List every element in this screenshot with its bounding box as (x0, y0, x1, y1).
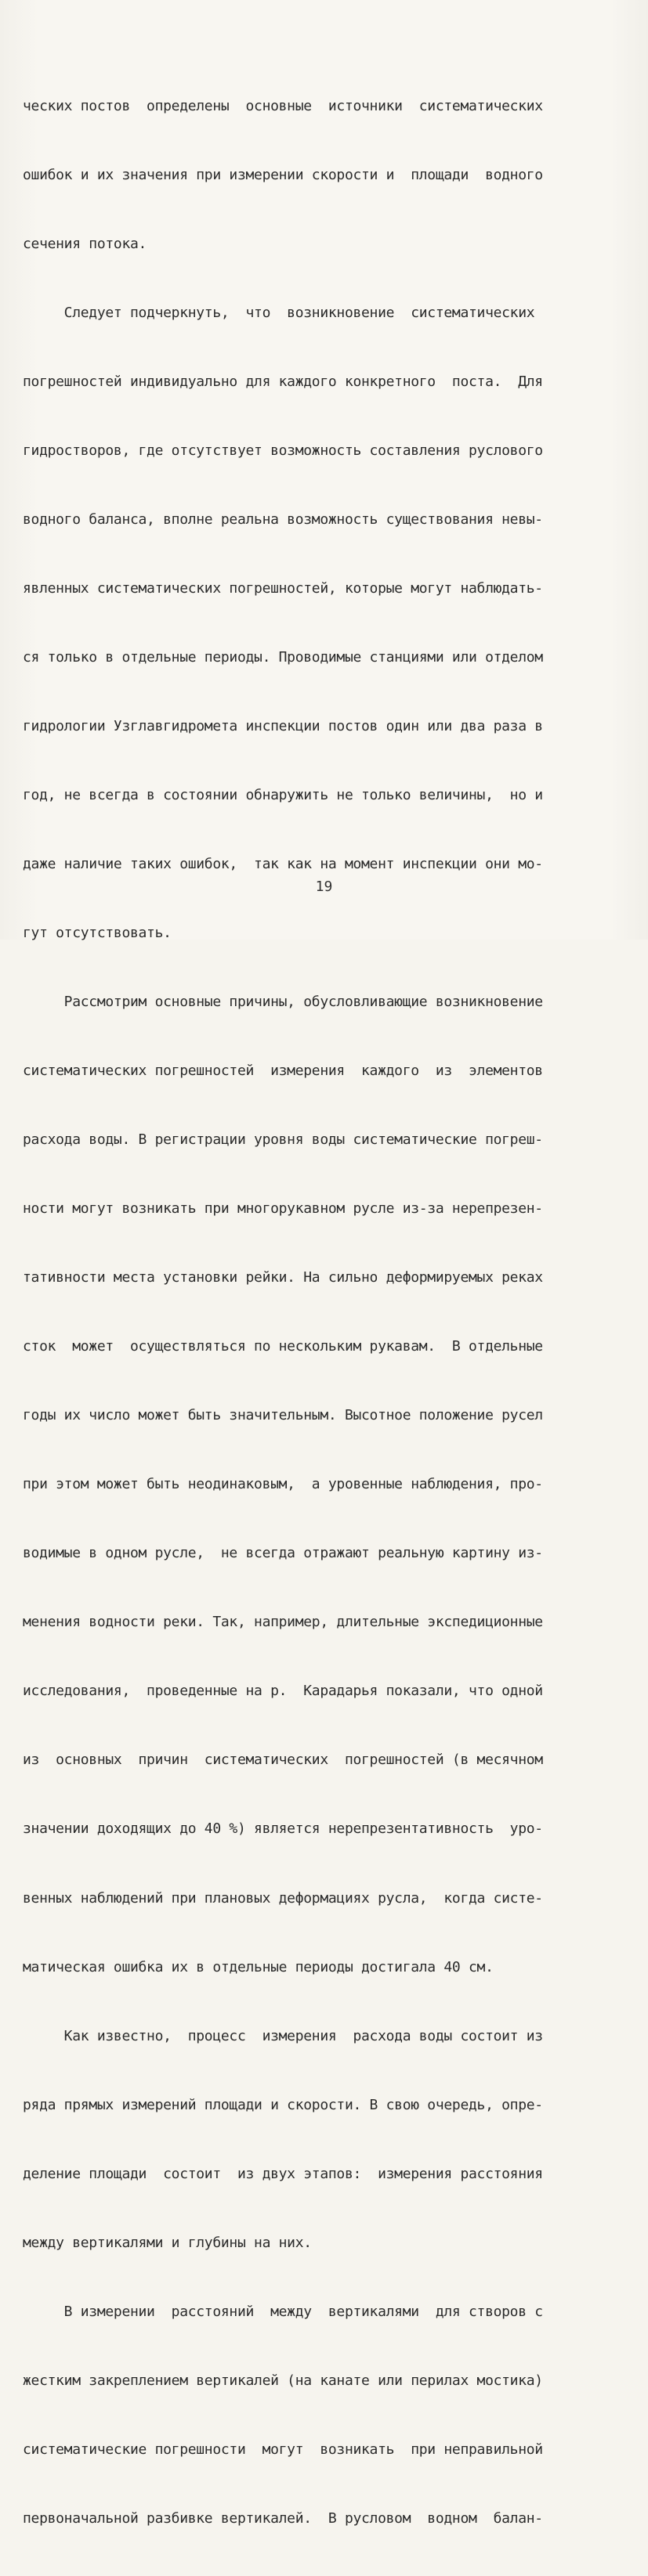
text-line: водимые в одном русле, не всегда отражают реальную картину из- (23, 1545, 543, 1562)
text-line: ности могут возникать при многорукавном русле из-за нерепрезен- (23, 1200, 543, 1218)
text-line: гидростворов, где отсутствует возможность составления руслового (23, 442, 543, 459)
text-line: исследования, проведенные на р. Карадарья показали, что одной (23, 1683, 543, 1700)
text-line: из основных причин систематических погрешностей (в месячном (23, 1752, 543, 1769)
text-line: сток может осуществляться по нескольким рукавам. В отдельные (23, 1338, 543, 1355)
text-line: гидрологии Узглавгидромета инспекции постов один или два раза в (23, 717, 543, 734)
body-text (23, 49, 626, 2576)
text-line: Как известно, процесс измерения расхода воды состоит из (23, 2027, 543, 2044)
text-line: матическая ошибка их в отдельные периоды достигала 40 см. (23, 1958, 494, 1975)
text-line: жестким закреплением вертикалей (на канате или перилах мостика) (23, 2372, 543, 2389)
text-line: венных наблюдений при плановых деформациях русла, когда систе- (23, 1889, 543, 1907)
text-line: Рассмотрим основные причины, обусловливающие возникновение (23, 994, 543, 1011)
text-line: ческих постов определены основные источники систематических (23, 97, 543, 114)
page-number: 19 (315, 879, 333, 895)
text-line: явленных систематических погрешностей, которые могут наблюдать- (23, 579, 543, 597)
text-line: при этом может быть неодинаковым, а уровенные наблюдения, про- (23, 1476, 543, 1493)
text-line: В измерении расстояний между вертикалями для створов с (23, 2303, 543, 2320)
text-line: погрешностей индивидуально для каждого конкретного поста. Для (23, 373, 543, 390)
text-line: гут отсутствовать. (23, 925, 172, 942)
text-line: систематические погрешности могут возникать при неправильной (23, 2441, 543, 2458)
text-line: значении доходящих до 40 %) является нерепрезентативность уро- (23, 1820, 543, 1838)
text-line: ся только в отдельные периоды. Проводимые станциями или отделом (23, 648, 543, 666)
text-line: год, не всегда в состоянии обнаружить не только величины, но и (23, 787, 543, 803)
text-line: водного баланса, вполне реальна возможность существования невы- (23, 511, 543, 528)
text-line: даже наличие таких ошибок, так как на момент инспекции они мо- (23, 856, 543, 873)
text-line: систематических погрешностей измерения каждого из элементов (23, 1063, 543, 1080)
text-line: менения водности реки. Так, например, длительные экспедиционные (23, 1614, 543, 1631)
text-line: между вертикалями и глубины на них. (23, 2234, 312, 2251)
text-line: ошибок и их значения при измерении скорости и площади водного (23, 166, 543, 183)
text-line: тативности места установки рейки. На сильно деформируемых реках (23, 1269, 543, 1286)
text-line: годы их число может быть значительным. Высотное положение русел (23, 1407, 543, 1424)
text-line: первоначальной разбивке вертикалей. В русловом водном балан- (23, 2509, 543, 2527)
text-line: расхода воды. В регистрации уровня воды систематические погреш- (23, 1131, 543, 1149)
text-line: Следует подчеркнуть, что возникновение систематических (23, 304, 535, 321)
text-line: сечения потока. (23, 235, 147, 252)
text-line: деление площади состоит из двух этапов: измерения расстояния (23, 2165, 543, 2182)
text-line: ряда прямых измерений площади и скорости. В свою очередь, опре- (23, 2096, 543, 2113)
